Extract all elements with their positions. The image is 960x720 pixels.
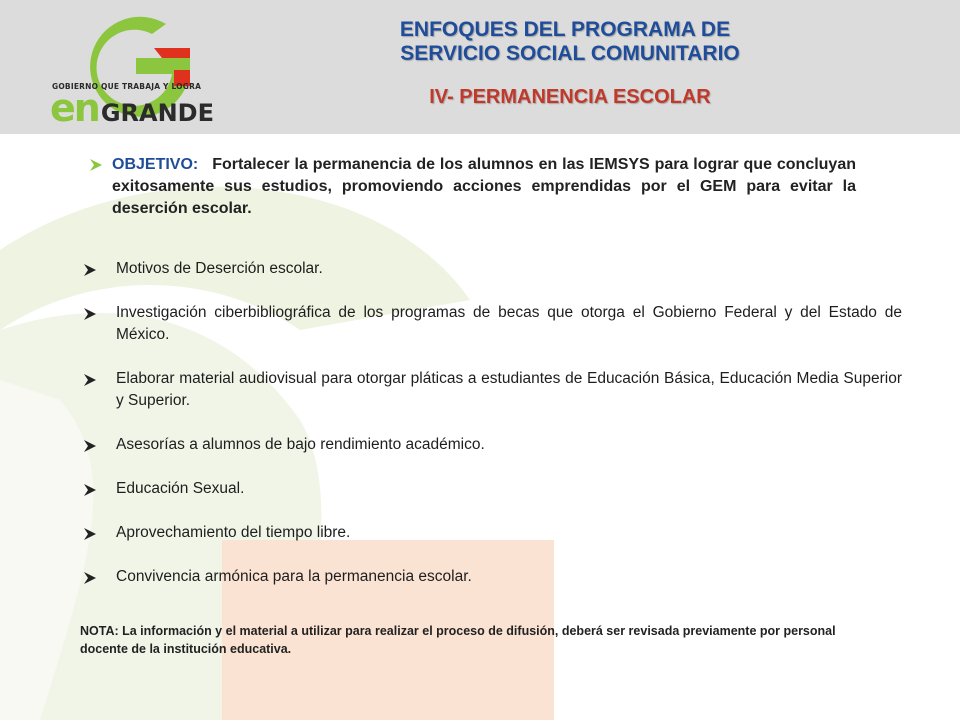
arrow-bullet-icon: [82, 526, 98, 542]
list-item: [82, 478, 902, 500]
list-item-text: Asesorías a alumnos de bajo rendimiento académico.: [116, 436, 485, 453]
arrow-bullet-icon: [82, 372, 98, 388]
list-item: [82, 302, 902, 346]
arrow-bullet-icon: [82, 306, 98, 322]
list-item-text: Educación Sexual.: [116, 480, 245, 497]
list-item: [82, 368, 902, 412]
list-item: [82, 566, 902, 588]
title-block: [330, 18, 810, 109]
objective-row: [88, 154, 856, 220]
list-item-text: Elaborar material audiovisual para otorgar pláticas a estudiantes de Educación Básica, Educación Media Superior y Superior.: [116, 370, 902, 409]
arrow-bullet-icon: [82, 262, 98, 278]
list-item-text: Motivos de Deserción escolar.: [116, 260, 323, 277]
list-item: [82, 434, 902, 456]
objective-label: OBJETIVO:: [112, 156, 199, 173]
list-item-text: Aprovechamiento del tiempo libre.: [116, 524, 351, 541]
page-subtitle: IV- PERMANENCIA ESCOLAR: [429, 86, 711, 108]
logo-word-en: en: [50, 86, 99, 130]
arrow-bullet-icon: [82, 438, 98, 454]
actions-list: [82, 258, 902, 588]
list-item-text: Investigación ciberbibliográfica de los programas de becas que otorga el Gobierno Federal y del Estado de México.: [116, 304, 902, 343]
footer-note: NOTA: La información y el material a utilizar para realizar el proceso de difusión, deberá ser revisada previamente por personal docente de la institución educativa.: [80, 624, 836, 656]
logo-word-grande: GRANDE: [100, 99, 214, 127]
arrow-bullet-icon: [82, 482, 98, 498]
list-item: [82, 522, 902, 544]
page-title-line1: ENFOQUES DEL PROGRAMA DE: [399, 18, 731, 41]
list-item-text: Convivencia armónica para la permanencia escolar.: [116, 568, 472, 585]
logo-tagline: GOBIERNO QUE TRABAJA Y LOGRA: [52, 82, 202, 91]
page-title-line2: SERVICIO SOCIAL COMUNITARIO: [400, 42, 740, 65]
arrow-bullet-icon: [88, 157, 104, 173]
list-item: [82, 258, 902, 280]
objective-section: [88, 154, 856, 220]
objective-text: Fortalecer la permanencia de los alumnos en las IEMSYS para lograr que concluyan exitosamente sus estudios, promoviendo acciones emprendidas por el GEM para evitar la deserción escolar.: [112, 156, 856, 217]
arrow-bullet-icon: [82, 570, 98, 586]
